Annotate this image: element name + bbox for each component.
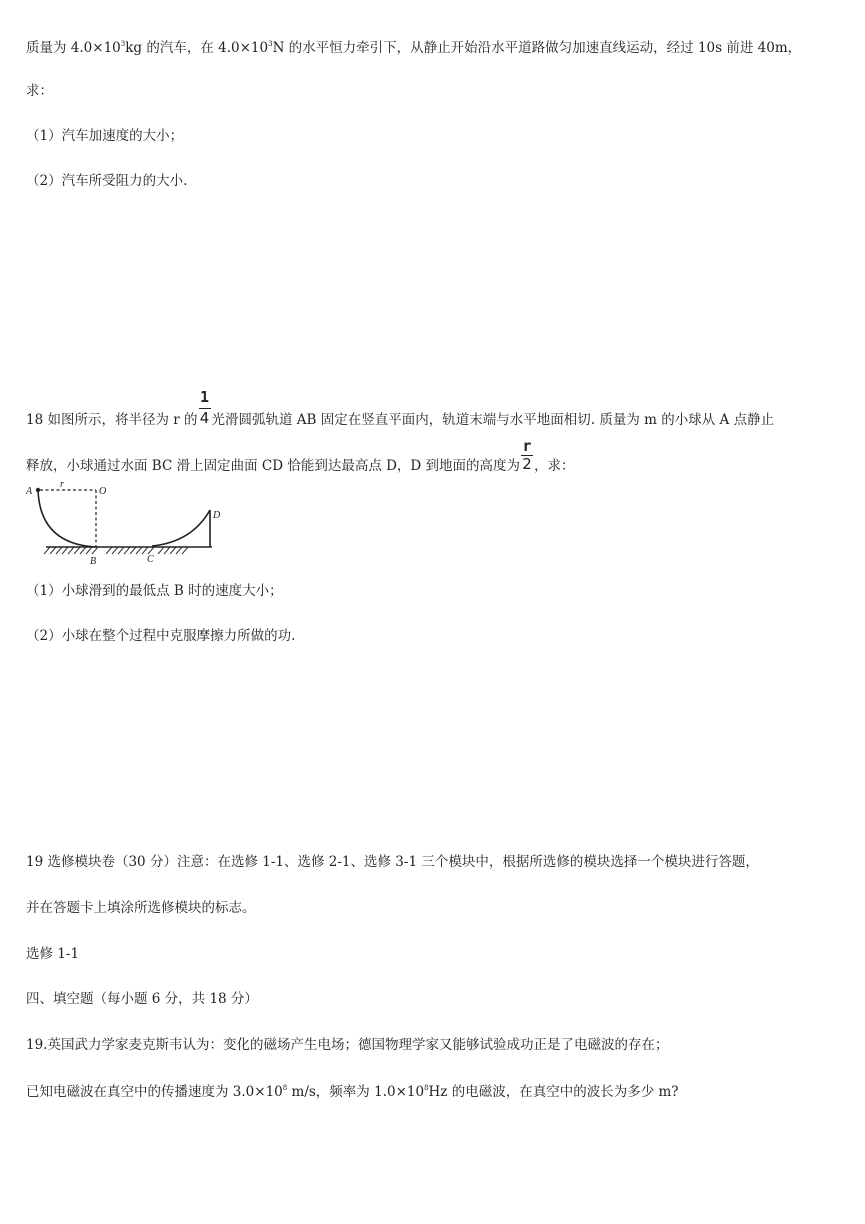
q19-stem-line1: 19 选修模块卷（30 分）注意：在选修 1-1、选修 2-1、选修 3-1 三个模块中，根据所选修的模块选择一个模块进行答题， (26, 854, 759, 870)
section-heading: 四、填空题（每小题 6 分，共 18 分） (26, 991, 258, 1007)
q19-item-line1: 19.英国武力学家麦克斯韦认为：变化的磁场产生电场；德国物理学家又能够试验成功正是了电磁波的存在； (26, 1037, 669, 1053)
label-a: A (26, 486, 33, 497)
label-r: r (60, 479, 64, 490)
label-d: D (213, 510, 221, 521)
q18-subquestion-1: （1）小球滑到的最低点 B 时的速度大小； (26, 583, 283, 599)
fraction-one-quarter: $\frac{1}{4}$ (199, 388, 210, 427)
q18-stem-line1: 18 如图所示，将半径为 r 的 $\frac{1}{4}$ 光滑圆弧轨道 AB 固定在竖直平面内，轨道末端与水平地面相切. 质量为 m 的小球从 A 点静止 (26, 388, 775, 428)
label-c: C (147, 554, 154, 565)
q19-stem-line2: 并在答题卡上填涂所选修模块的标志。 (26, 900, 256, 916)
point-a-dot (36, 488, 40, 492)
q19-item-line2: 已知电磁波在真空中的传播速度为 $3.0\times 10^8$ m/s，频率为 $1.0\times 10^8Hz$ 的电磁波，在真空中的波长为多少 m? (26, 1084, 679, 1100)
q17-stem-line2: 求： (26, 83, 53, 99)
q17-subquestion-2: （2）汽车所受阻力的大小. (26, 173, 188, 189)
module-heading: 选修 1-1 (26, 946, 80, 962)
label-b: B (90, 556, 97, 567)
q18-stem-line2: 释放，小球通过水面 BC 滑上固定曲面 CD 恰能到达最高点 D，D 到地面的高度为 $\frac{r}{2}$ ，求： (26, 437, 575, 474)
q17-subquestion-1: （1）汽车加速度的大小； (26, 128, 184, 144)
q18-subquestion-2: （2）小球在整个过程中克服摩擦力所做的功. (26, 628, 296, 644)
q17-stem-line1: 质量为 $4.0\times 10^3kg$ 的汽车，在 $4.0\times 10^3N$ 的水平恒力牵引下，从静止开始沿水平道路做匀加速直线运动，经过 10s 前进 40m， (26, 40, 802, 56)
fraction-r-half: $\frac{r}{2}$ (522, 437, 532, 473)
label-o: O (99, 486, 107, 497)
track-diagram (24, 478, 229, 570)
